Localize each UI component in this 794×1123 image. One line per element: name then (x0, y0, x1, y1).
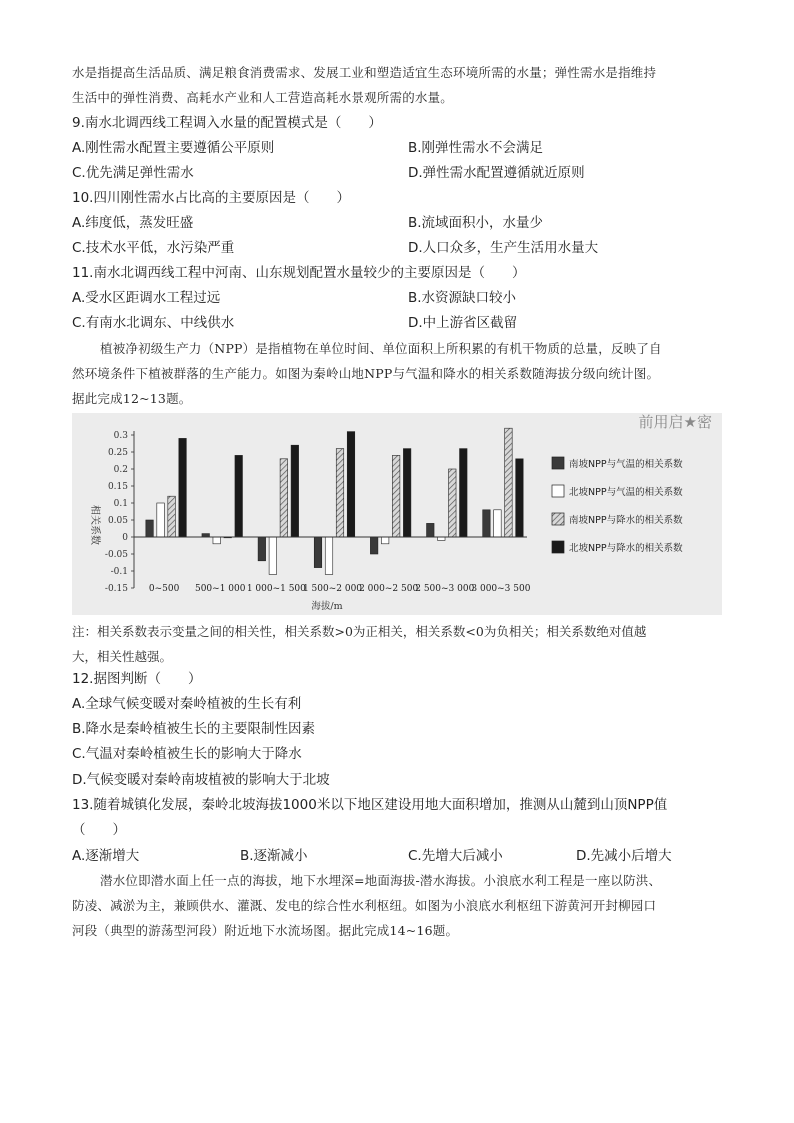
chart-note-line-1: 注：相关系数表示变量之间的相关性，相关系数>0为正相关，相关系数<0为负相关；相关系数绝对值越 (72, 624, 647, 639)
x-tick-label: 3 000~3 500 (471, 584, 531, 594)
bar-3-7 (505, 428, 513, 537)
chart-bars (134, 428, 527, 574)
bar-4-6 (460, 449, 468, 537)
y-tick-label: 0.1 (113, 499, 128, 509)
bar-1-4 (314, 537, 322, 568)
x-tick-label: 1 000~1 500 (246, 584, 306, 594)
water-passage-line-2: 防凌、减淤为主，兼顾供水、灌溉、发电的综合性水利枢纽。如图为小浪底水利枢纽下游黄河开封柳园口 (72, 898, 657, 913)
y-tick-label: 0.2 (113, 465, 128, 475)
chart-note (72, 619, 722, 669)
chart-legend (552, 457, 683, 554)
bar-3-3 (280, 459, 288, 537)
x-tick-label: 2 000~2 500 (359, 584, 419, 594)
bar-2-1 (157, 503, 165, 537)
question-11-options-row-1 (72, 289, 722, 307)
y-tick-label: 0 (122, 533, 128, 543)
question-10-stem: 10.四川刚性需水占比高的主要原因是（ ） (72, 190, 350, 206)
npp-passage-line-2: 然环境条件下植被群落的生产能力。如图为秦岭山地NPP与气温和降水的相关系数随海拔分级向统计图。 (72, 366, 660, 381)
question-9-options-row-2 (72, 164, 722, 182)
bar-3-5 (392, 455, 400, 537)
question-12-option-d[interactable]: D.气候变暖对秦岭南坡植被的影响大于北坡 (72, 772, 330, 788)
chart-watermark: 前用启★密 (638, 413, 712, 431)
intro-line-1: 水是指提高生活品质、满足粮食消费需求、发展工业和塑造适宜生态环境所需的水量；弹性需水是指维持 (72, 65, 657, 80)
question-12-stem: 12.据图判断（ ） (72, 671, 202, 687)
y-axis-label: 相关系数 (89, 505, 100, 545)
question-11-option-d[interactable]: D.中上游省区截留 (408, 315, 518, 331)
bar-2-2 (213, 537, 221, 544)
question-10-option-a[interactable]: A.纬度低，蒸发旺盛 (72, 215, 194, 231)
bar-1-3 (258, 537, 266, 561)
legend-swatch (552, 541, 564, 553)
question-13-option-c[interactable]: C.先增大后减小 (408, 848, 503, 864)
bar-1-6 (427, 523, 435, 537)
question-10-options-row-2 (72, 239, 722, 257)
question-10-options-row-1 (72, 214, 722, 232)
x-tick-label: 2 500~3 000 (415, 584, 475, 594)
bar-4-5 (403, 449, 411, 537)
bar-4-2 (235, 455, 243, 537)
water-passage-line-3: 河段（典型的游荡型河段）附近地下水流场图。据此完成14~16题。 (72, 923, 459, 938)
question-12-option-a[interactable]: A.全球气候变暖对秦岭植被的生长有利 (72, 696, 302, 712)
question-13-options-row (72, 847, 722, 865)
question-13-answer-blank: （ ） (72, 822, 126, 838)
legend-label: 北坡NPP与气温的相关系数 (569, 487, 683, 498)
bar-2-5 (381, 537, 389, 544)
question-11-option-c[interactable]: C.有南水北调东、中线供水 (72, 315, 235, 331)
question-9-option-b[interactable]: B.刚弹性需水不会满足 (408, 140, 544, 156)
legend-label: 北坡NPP与降水的相关系数 (569, 543, 683, 554)
bar-4-3 (291, 445, 299, 537)
question-13-option-b[interactable]: B.逐渐减小 (240, 848, 308, 864)
y-tick-label: 0.15 (107, 482, 128, 492)
bar-1-1 (146, 520, 154, 537)
question-10-option-c[interactable]: C.技术水平低，水污染严重 (72, 240, 235, 256)
question-9-option-c[interactable]: C.优先满足弹性需水 (72, 165, 194, 181)
bar-4-4 (347, 432, 355, 537)
bar-3-4 (336, 449, 344, 537)
bar-4-1 (179, 438, 187, 537)
y-axis-ticks (105, 431, 134, 594)
bar-3-6 (449, 469, 457, 537)
y-tick-label: 0.3 (113, 431, 128, 441)
bar-1-7 (483, 510, 491, 537)
bar-1-2 (202, 534, 210, 537)
question-13-stem: 13.随着城镇化发展，秦岭北坡海拔1000米以下地区建设用地大面积增加，推测从山麓到山顶NPP值 (72, 797, 668, 813)
legend-label: 南坡NPP与降水的相关系数 (569, 515, 683, 526)
legend-swatch (552, 513, 564, 525)
water-passage-line-1: 潜水位即潜水面上任一点的海拔，地下水埋深=地面海拔-潜水海拔。小浪底水利工程是一座以防洪、 (100, 873, 662, 888)
question-12-option-c[interactable]: C.气温对秦岭植被生长的影响大于降水 (72, 746, 302, 762)
question-11-stem: 11.南水北调西线工程中河南、山东规划配置水量较少的主要原因是（ ） (72, 265, 526, 281)
question-13-option-a[interactable]: A.逐渐增大 (72, 848, 140, 864)
bar-2-7 (494, 510, 502, 537)
bar-2-4 (325, 537, 333, 574)
bar-2-3 (269, 537, 277, 574)
question-10-option-d[interactable]: D.人口众多，生产生活用水量大 (408, 240, 599, 256)
npp-passage-line-1: 植被净初级生产力（NPP）是指植物在单位时间、单位面积上所积累的有机干物质的总量，反映了自 (100, 341, 662, 356)
x-tick-label: 1 500~2 000 (302, 584, 363, 594)
question-9-stem: 9.南水北调西线工程调入水量的配置模式是（ ） (72, 115, 382, 131)
bar-4-7 (516, 459, 524, 537)
x-axis-ticks (149, 584, 531, 594)
y-tick-label: -0.05 (104, 550, 128, 560)
npp-chart-svg (72, 413, 722, 615)
intro-line-2: 生活中的弹性消费、高耗水产业和人工营造高耗水景观所需的水量。 (72, 90, 454, 105)
y-tick-label: -0.15 (104, 584, 128, 594)
x-tick-label: 0~500 (148, 584, 180, 594)
legend-swatch (552, 485, 564, 497)
question-9-option-d[interactable]: D.弹性需水配置遵循就近原则 (408, 165, 585, 181)
bar-1-5 (370, 537, 378, 554)
question-11-option-b[interactable]: B.水资源缺口较小 (408, 290, 517, 306)
question-10-option-b[interactable]: B.流域面积小，水量少 (408, 215, 544, 231)
x-axis-label: 海拔/m (311, 601, 343, 612)
question-9-options-row-1 (72, 139, 722, 157)
bar-2-6 (438, 537, 446, 540)
y-tick-label: 0.05 (107, 516, 128, 526)
npp-correlation-chart (72, 413, 722, 615)
y-tick-label: 0.25 (107, 448, 128, 458)
bar-3-1 (168, 496, 176, 537)
legend-swatch (552, 457, 564, 469)
npp-passage-line-3: 据此完成12~13题。 (72, 391, 192, 406)
question-12-option-b[interactable]: B.降水是秦岭植被生长的主要限制性因素 (72, 721, 316, 737)
y-tick-label: -0.1 (110, 567, 128, 577)
chart-note-line-2: 大，相关性越强。 (72, 649, 173, 664)
x-tick-label: 500~1 000 (194, 584, 246, 594)
legend-label: 南坡NPP与气温的相关系数 (569, 459, 683, 470)
question-9-option-a[interactable]: A.刚性需水配置主要遵循公平原则 (72, 140, 275, 156)
question-11-option-a[interactable]: A.受水区距调水工程过远 (72, 290, 221, 306)
question-13-option-d[interactable]: D.先减小后增大 (576, 848, 672, 864)
question-11-options-row-2 (72, 314, 722, 332)
